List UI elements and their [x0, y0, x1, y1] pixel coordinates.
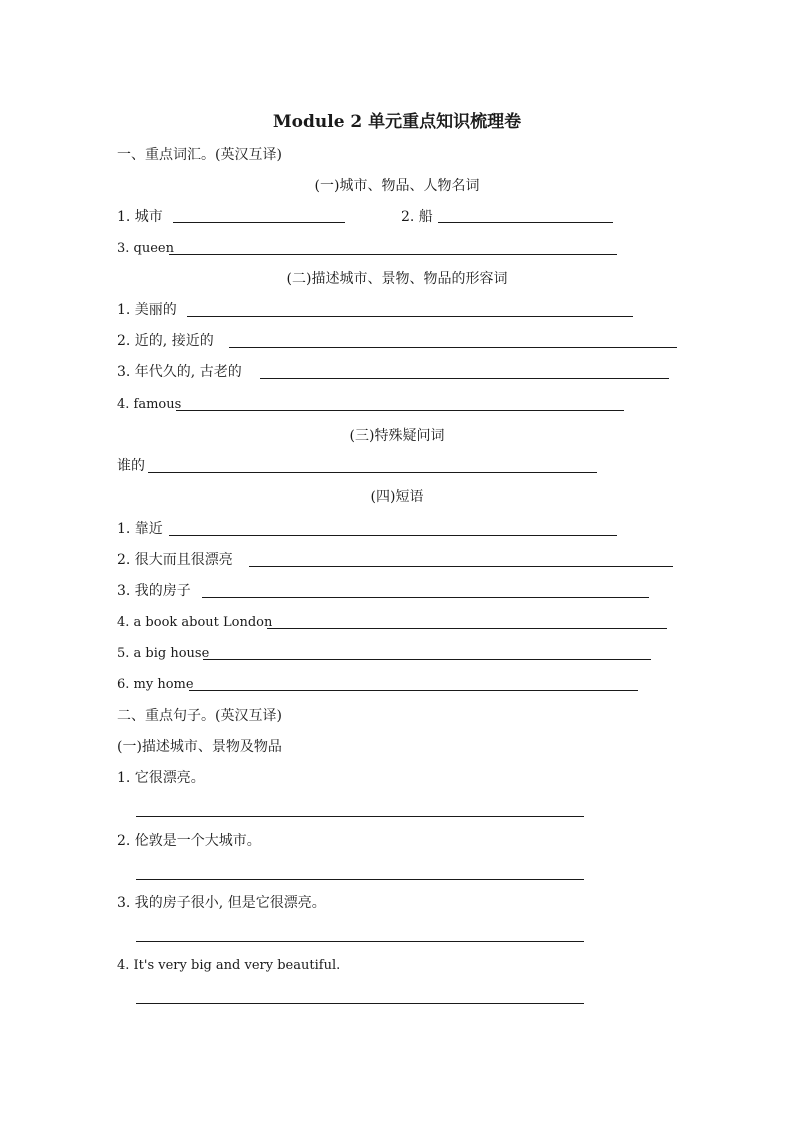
answer-blank[interactable] [136, 941, 584, 942]
answer-blank[interactable] [136, 879, 584, 880]
section-heading-question-words: (三)特殊疑问词 [349, 428, 445, 444]
answer-blank[interactable] [189, 690, 638, 691]
page-title: Module 2 单元重点知识梳理卷 [272, 112, 522, 132]
sentence-item: 1. 它很漂亮。 [117, 770, 205, 786]
vocab-item: 2. 船 [401, 209, 433, 225]
sentence-item: 3. 我的房子很小, 但是它很漂亮。 [117, 895, 326, 911]
vocab-item: 2. 很大而且很漂亮 [117, 552, 233, 568]
sentence-item: 4. It's very big and very beautiful. [117, 958, 341, 973]
vocab-item: 3. queen [117, 241, 174, 256]
section-heading-sentences: (一)描述城市、景物及物品 [117, 739, 282, 755]
answer-blank[interactable] [267, 628, 667, 629]
answer-blank[interactable] [148, 472, 597, 473]
answer-blank[interactable] [187, 316, 633, 317]
answer-blank[interactable] [249, 566, 673, 567]
answer-blank[interactable] [136, 816, 584, 817]
answer-blank[interactable] [173, 222, 345, 223]
answer-blank[interactable] [229, 347, 677, 348]
answer-blank[interactable] [176, 410, 624, 411]
vocab-item: 2. 近的, 接近的 [117, 333, 214, 349]
section-heading-phrases: (四)短语 [370, 489, 424, 505]
vocab-item: 4. famous [117, 397, 182, 412]
section-heading-nouns: (一)城市、物品、人物名词 [314, 178, 480, 194]
answer-blank[interactable] [136, 1003, 584, 1004]
vocab-item: 4. a book about London [117, 615, 273, 630]
part1-heading: 一、重点词汇。(英汉互译) [117, 147, 282, 163]
answer-blank[interactable] [202, 597, 649, 598]
answer-blank[interactable] [203, 659, 651, 660]
answer-blank[interactable] [169, 254, 617, 255]
vocab-item: 3. 我的房子 [117, 583, 191, 599]
vocab-item: 谁的 [117, 458, 145, 474]
sentence-item: 2. 伦敦是一个大城市。 [117, 833, 261, 849]
section-heading-adjectives: (二)描述城市、景物、物品的形容词 [286, 271, 508, 287]
answer-blank[interactable] [438, 222, 613, 223]
answer-blank[interactable] [169, 535, 617, 536]
vocab-item: 6. my home [117, 677, 194, 692]
part2-heading: 二、重点句子。(英汉互译) [117, 708, 282, 724]
vocab-item: 5. a big house [117, 646, 210, 661]
vocab-item: 3. 年代久的, 古老的 [117, 364, 242, 380]
vocab-item: 1. 靠近 [117, 521, 163, 537]
vocab-item: 1. 美丽的 [117, 302, 177, 318]
vocab-item: 1. 城市 [117, 209, 163, 225]
answer-blank[interactable] [260, 378, 669, 379]
